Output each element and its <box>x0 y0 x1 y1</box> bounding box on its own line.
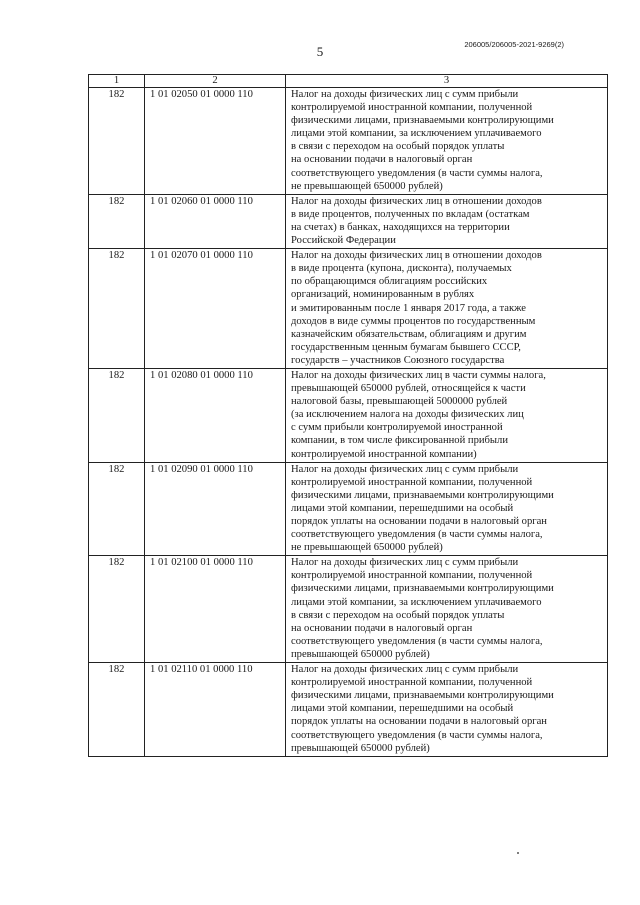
income-name-line: компании, в том числе фиксированной прибыли <box>291 435 509 447</box>
budget-classification-code-cell: 1 01 02070 01 0000 110 <box>145 249 286 369</box>
income-name-line: соответствующего уведомления (в части суммы налога, <box>291 529 543 541</box>
column-header-1: 1 <box>89 75 145 88</box>
income-name-line: не превышающей 650000 рублей) <box>291 180 443 192</box>
income-name-line: превышающей 650000 рублей) <box>291 648 430 660</box>
income-name-line: физическими лицами, признаваемыми контролирующими <box>291 690 554 702</box>
income-name-line: Налог на доходы физических лиц с сумм прибыли <box>291 557 519 569</box>
income-name-line: Налог на доходы физических лиц в части суммы налога, <box>291 369 546 381</box>
income-name-cell <box>286 663 608 757</box>
column-header-2: 2 <box>145 75 286 88</box>
table-row <box>89 88 608 195</box>
income-name-line: лицами этой компании, за исключением уплачиваемого <box>291 596 542 608</box>
income-name-line: лицами этой компании, перешедшими на особый <box>291 703 514 715</box>
admin-code-cell: 182 <box>89 194 145 248</box>
income-name-cell <box>286 556 608 663</box>
admin-code-cell: 182 <box>89 556 145 663</box>
classification-table <box>88 74 608 757</box>
income-name-line: превышающей 650000 рублей, относящейся к части <box>291 383 526 395</box>
income-name-line: лицами этой компании, за исключением уплачиваемого <box>291 128 542 140</box>
admin-code-cell: 182 <box>89 663 145 757</box>
budget-classification-code-cell: 1 01 02080 01 0000 110 <box>145 368 286 462</box>
budget-classification-code-cell: 1 01 02050 01 0000 110 <box>145 88 286 195</box>
income-name-line: Российской Федерации <box>291 235 396 247</box>
income-name-line: в виде процентов, полученных по вкладам (остаткам <box>291 208 530 220</box>
table-row <box>89 194 608 248</box>
income-name-line: Налог на доходы физических лиц с сумм прибыли <box>291 463 519 475</box>
income-name-line: контролируемой иностранной компании) <box>291 448 477 460</box>
income-name-cell <box>286 462 608 556</box>
table-row <box>89 556 608 663</box>
income-name-line: соответствующего уведомления (в части суммы налога, <box>291 729 543 741</box>
income-name-line: на основании подачи в налоговый орган <box>291 154 473 166</box>
income-name-line: на основании подачи в налоговый орган <box>291 622 473 634</box>
page-number: 5 <box>316 44 324 59</box>
admin-code-cell: 182 <box>89 88 145 195</box>
income-name-line: в виде процента (купона, дисконта), получаемых <box>291 263 512 275</box>
income-name-line: и эмитированным после 1 января 2017 года, а также <box>291 302 526 314</box>
budget-classification-code-cell: 1 01 02060 01 0000 110 <box>145 194 286 248</box>
income-name-line: физическими лицами, признаваемыми контролирующими <box>291 583 554 595</box>
admin-code-cell: 182 <box>89 249 145 369</box>
income-name-cell <box>286 368 608 462</box>
table-row <box>89 663 608 757</box>
income-name-line: в связи с переходом на особый порядок уплаты <box>291 141 505 153</box>
income-name-line: Налог на доходы физических лиц в отношении доходов <box>291 250 542 262</box>
income-name-line: по обращающимся облигациям российских <box>291 276 488 288</box>
budget-classification-code-cell: 1 01 02110 01 0000 110 <box>145 663 286 757</box>
income-name-line: физическими лицами, признаваемыми контролирующими <box>291 115 554 127</box>
income-name-line: Налог на доходы физических лиц с сумм прибыли <box>291 664 519 676</box>
income-name-line: Налог на доходы физических лиц в отношении доходов <box>291 195 542 207</box>
income-name-line: контролируемой иностранной компании, полученной <box>291 476 533 488</box>
budget-classification-code-cell: 1 01 02100 01 0000 110 <box>145 556 286 663</box>
income-name-line: контролируемой иностранной компании, полученной <box>291 677 533 689</box>
income-name-line: с сумм прибыли контролируемой иностранной <box>291 422 503 434</box>
income-name-line: физическими лицами, признаваемыми контролирующими <box>291 489 554 501</box>
income-name-line: соответствующего уведомления (в части суммы налога, <box>291 635 543 647</box>
admin-code-cell: 182 <box>89 462 145 556</box>
income-name-line: лицами этой компании, перешедшими на особый <box>291 502 514 514</box>
income-name-line: налоговой базы, превышающей 5000000 рублей <box>291 396 508 408</box>
admin-code-cell: 182 <box>89 368 145 462</box>
income-name-line: не превышающей 650000 рублей) <box>291 542 443 554</box>
income-name-line: государственным ценным бумагам бывшего СССР, <box>291 341 521 353</box>
table-row <box>89 462 608 556</box>
income-name-line: порядок уплаты на основании подачи в налоговый орган <box>291 516 547 527</box>
income-name-line: организаций, номинированным в рублях <box>291 289 475 301</box>
budget-classification-code-cell: 1 01 02090 01 0000 110 <box>145 462 286 556</box>
income-name-line: контролируемой иностранной компании, полученной <box>291 570 533 582</box>
income-name-line: государств – участников Союзного государства <box>291 354 505 366</box>
table-header-row <box>89 75 608 88</box>
income-name-line: Налог на доходы физических лиц с сумм прибыли <box>291 89 519 100</box>
income-name-line: порядок уплаты на основании подачи в налоговый орган <box>291 716 547 728</box>
income-name-line: превышающей 650000 рублей) <box>291 742 430 754</box>
income-name-line: (за исключением налога на доходы физических лиц <box>291 409 524 421</box>
income-name-line: на счетах) в банках, находящихся на территории <box>291 221 510 233</box>
scan-speck <box>517 852 519 854</box>
table-row <box>89 368 608 462</box>
income-name-line: доходов в виде суммы процентов по государственным <box>291 315 536 327</box>
income-name-line: в связи с переходом на особый порядок уплаты <box>291 609 505 621</box>
column-header-3: 3 <box>286 75 608 88</box>
table-row <box>89 249 608 369</box>
income-name-line: казначейским обязательствам, облигациям и другим <box>291 328 527 340</box>
income-name-cell <box>286 88 608 195</box>
table-body <box>89 88 608 757</box>
document-code: 206005/206005-2021-9269(2) <box>464 40 564 49</box>
income-name-cell <box>286 249 608 369</box>
income-name-line: контролируемой иностранной компании, полученной <box>291 102 533 114</box>
income-name-line: соответствующего уведомления (в части суммы налога, <box>291 167 543 179</box>
income-name-cell <box>286 194 608 248</box>
